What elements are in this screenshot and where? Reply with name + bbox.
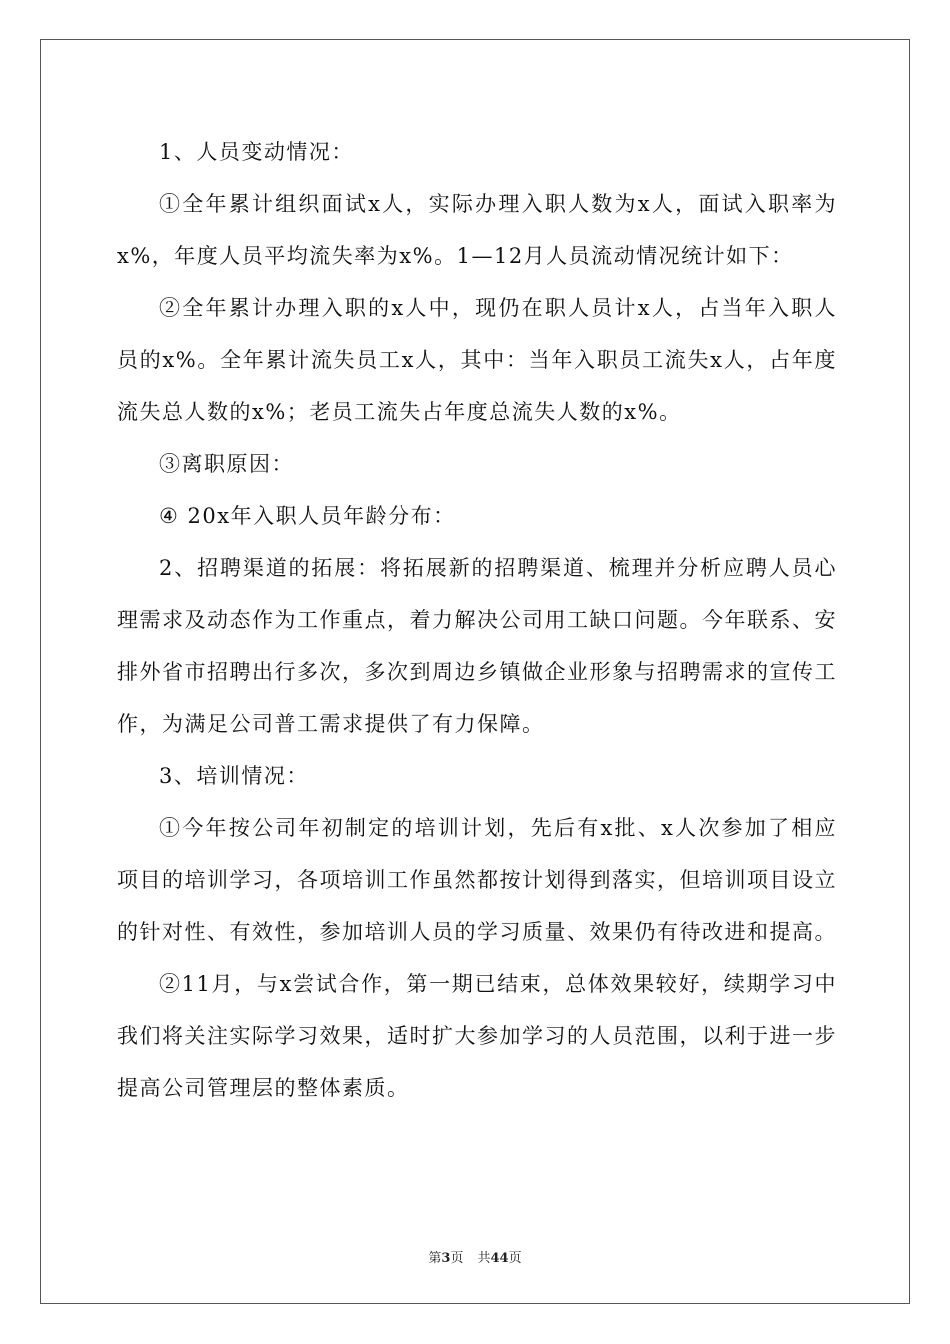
page-number: 3 — [441, 1251, 451, 1266]
paragraph-recruitment-channels: 2、招聘渠道的拓展：将拓展新的招聘渠道、梳理并分析应聘人员心理需求及动态作为工作重点，着力解决公司用工缺口问题。今年联系、安排外省市招聘出行多次，多次到周边乡镇做企业形象与招聘需求的宣传工作，为满足公司普工需求提供了有力保障。 — [117, 556, 837, 736]
page-footer — [0, 1247, 950, 1266]
paragraph-age-distribution: ④ 20x年入职人员年龄分布： — [159, 504, 456, 528]
page-label-prefix: 第 — [428, 1251, 442, 1266]
document-body — [117, 126, 837, 1114]
section-heading-training: 3、培训情况： — [159, 764, 309, 788]
paragraph-training-plan: ①今年按公司年初制定的培训计划，先后有x批、x人次参加了相应项目的培训学习，各项培训工作虽然都按计划得到落实，但培训项目设立的针对性、有效性，参加培训人员的学习质量、效果仍有待改进和提高。 — [117, 816, 837, 944]
paragraph-retention-stats: ②全年累计办理入职的x人中，现仍在职人员计x人，占当年入职人员的x%。全年累计流失员工x人，其中：当年入职员工流失x人，占年度流失总人数的x%；老员工流失占年度总流失人数的x%。 — [117, 296, 837, 424]
paragraph-training-cooperation: ②11月，与x尝试合作，第一期已结束，总体效果较好，续期学习中我们将关注实际学习效果，适时扩大参加学习的人员范围，以利于进一步提高公司管理层的整体素质。 — [117, 972, 837, 1100]
total-pages: 44 — [490, 1251, 509, 1266]
paragraph-interview-stats: ①全年累计组织面试x人，实际办理入职人数为x人，面试入职率为x%，年度人员平均流失率为x%。1—12月人员流动情况统计如下： — [117, 192, 837, 268]
section-heading-personnel-changes: 1、人员变动情况： — [159, 140, 354, 164]
page-label-suffix: 页 — [450, 1251, 464, 1266]
total-label-suffix: 页 — [508, 1251, 522, 1266]
total-label-prefix: 共 — [477, 1251, 491, 1266]
paragraph-resignation-reasons: ③离职原因： — [159, 452, 294, 476]
